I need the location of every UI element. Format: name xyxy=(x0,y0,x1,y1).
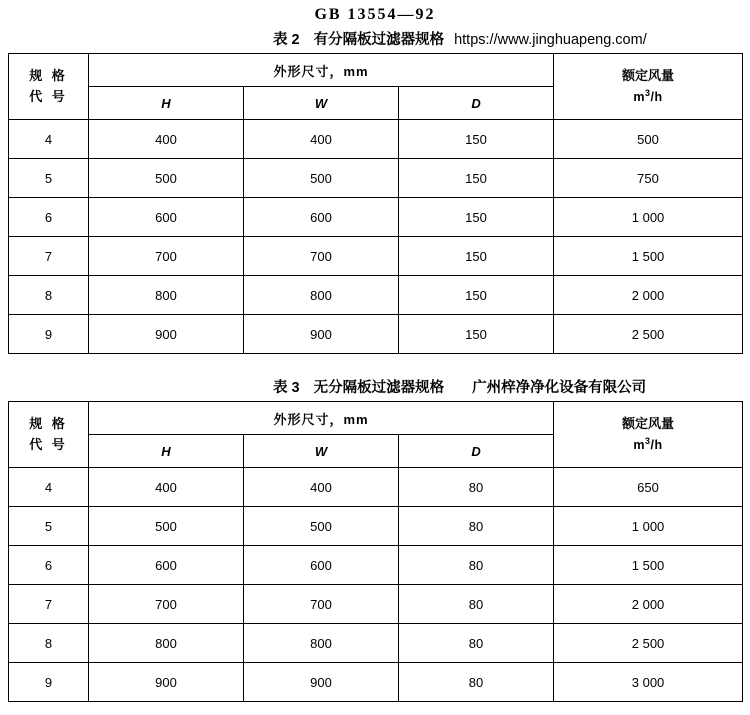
cell-w: 600 xyxy=(244,198,399,237)
table-2-title: 有分隔板过滤器规格 xyxy=(313,32,445,48)
cell-flow: 2 500 xyxy=(554,315,743,354)
cell-d: 150 xyxy=(399,120,554,159)
cell-d: 150 xyxy=(399,198,554,237)
cell-flow: 1 500 xyxy=(554,546,743,585)
cell-h: 400 xyxy=(89,468,244,507)
table-row xyxy=(9,546,743,585)
table-row xyxy=(9,315,743,354)
table-row xyxy=(9,507,743,546)
cell-w: 500 xyxy=(244,159,399,198)
cell-h: 500 xyxy=(89,159,244,198)
table-row xyxy=(9,585,743,624)
cell-d: 150 xyxy=(399,315,554,354)
table-3-extra: 广州梓净净化设备有限公司 xyxy=(472,380,647,396)
table-2-label: 表 2 xyxy=(273,32,300,48)
cell-code: 9 xyxy=(9,315,89,354)
header-flow xyxy=(554,402,743,468)
cell-h: 500 xyxy=(89,507,244,546)
cell-flow: 750 xyxy=(554,159,743,198)
cell-flow: 1 000 xyxy=(554,198,743,237)
header-flow xyxy=(554,54,743,120)
cell-code: 9 xyxy=(9,663,89,702)
table-row xyxy=(9,276,743,315)
cell-flow: 2 500 xyxy=(554,624,743,663)
header-d: D xyxy=(399,435,554,468)
header-h: H xyxy=(89,435,244,468)
table-3-title: 无分隔板过滤器规格 xyxy=(313,380,445,396)
header-w: W xyxy=(244,435,399,468)
table-row xyxy=(9,237,743,276)
header-code xyxy=(9,54,89,120)
table-3-caption xyxy=(8,376,742,401)
cell-d: 80 xyxy=(399,507,554,546)
header-d: D xyxy=(399,87,554,120)
header-code-line1: 规 格 xyxy=(29,68,68,84)
table-3-label: 表 3 xyxy=(273,380,300,396)
cell-flow: 1 500 xyxy=(554,237,743,276)
header-code-line2: 代 号 xyxy=(29,88,68,104)
cell-d: 80 xyxy=(399,468,554,507)
header-flow-line1: 额定风量 xyxy=(622,415,675,431)
header-flow-line1: 额定风量 xyxy=(622,67,675,83)
table-row xyxy=(9,120,743,159)
cell-w: 900 xyxy=(244,315,399,354)
table-row xyxy=(9,663,743,702)
cell-code: 6 xyxy=(9,198,89,237)
table-block-2 xyxy=(0,28,750,354)
header-flow-unit: $m^3/h$ xyxy=(633,88,663,105)
cell-d: 80 xyxy=(399,663,554,702)
header-dimensions: 外形尺寸，mm xyxy=(89,54,554,87)
cell-w: 500 xyxy=(244,507,399,546)
header-dimensions: 外形尺寸，mm xyxy=(89,402,554,435)
cell-code: 8 xyxy=(9,624,89,663)
cell-h: 400 xyxy=(89,120,244,159)
cell-flow: 2 000 xyxy=(554,276,743,315)
table-2-header-row-1 xyxy=(9,54,743,87)
cell-d: 80 xyxy=(399,546,554,585)
cell-d: 80 xyxy=(399,624,554,663)
cell-code: 7 xyxy=(9,585,89,624)
cell-code: 4 xyxy=(9,468,89,507)
header-flow-unit: $m^3/h$ xyxy=(633,436,663,453)
header-code xyxy=(9,402,89,468)
cell-h: 600 xyxy=(89,546,244,585)
table-row xyxy=(9,468,743,507)
cell-flow: 1 000 xyxy=(554,507,743,546)
cell-h: 900 xyxy=(89,663,244,702)
cell-code: 5 xyxy=(9,159,89,198)
cell-d: 80 xyxy=(399,585,554,624)
table-3 xyxy=(8,401,743,702)
cell-flow: 3 000 xyxy=(554,663,743,702)
table-row xyxy=(9,159,743,198)
cell-code: 4 xyxy=(9,120,89,159)
cell-code: 7 xyxy=(9,237,89,276)
cell-w: 700 xyxy=(244,585,399,624)
cell-w: 400 xyxy=(244,468,399,507)
table-row xyxy=(9,624,743,663)
cell-h: 600 xyxy=(89,198,244,237)
table-3-header-row-1 xyxy=(9,402,743,435)
cell-code: 8 xyxy=(9,276,89,315)
header-h: H xyxy=(89,87,244,120)
table-2 xyxy=(8,53,743,354)
cell-w: 800 xyxy=(244,276,399,315)
cell-w: 400 xyxy=(244,120,399,159)
table-block-3 xyxy=(0,376,750,702)
cell-flow: 2 000 xyxy=(554,585,743,624)
cell-w: 900 xyxy=(244,663,399,702)
section-gap xyxy=(0,354,750,376)
cell-flow: 650 xyxy=(554,468,743,507)
cell-h: 800 xyxy=(89,276,244,315)
table-2-caption xyxy=(8,28,742,53)
cell-h: 800 xyxy=(89,624,244,663)
cell-d: 150 xyxy=(399,237,554,276)
cell-h: 700 xyxy=(89,585,244,624)
header-code-line2: 代 号 xyxy=(29,436,68,452)
cell-flow: 500 xyxy=(554,120,743,159)
cell-h: 700 xyxy=(89,237,244,276)
standard-header: GB 13554—92 xyxy=(314,6,436,23)
cell-w: 800 xyxy=(244,624,399,663)
cell-code: 6 xyxy=(9,546,89,585)
cell-w: 700 xyxy=(244,237,399,276)
table-2-extra[interactable]: https://www.jinghuapeng.com/ xyxy=(454,32,647,48)
header-w: W xyxy=(244,87,399,120)
table-row xyxy=(9,198,743,237)
cell-d: 150 xyxy=(399,276,554,315)
cell-w: 600 xyxy=(244,546,399,585)
header-code-line1: 规 格 xyxy=(29,416,68,432)
cell-code: 5 xyxy=(9,507,89,546)
cell-h: 900 xyxy=(89,315,244,354)
cell-d: 150 xyxy=(399,159,554,198)
